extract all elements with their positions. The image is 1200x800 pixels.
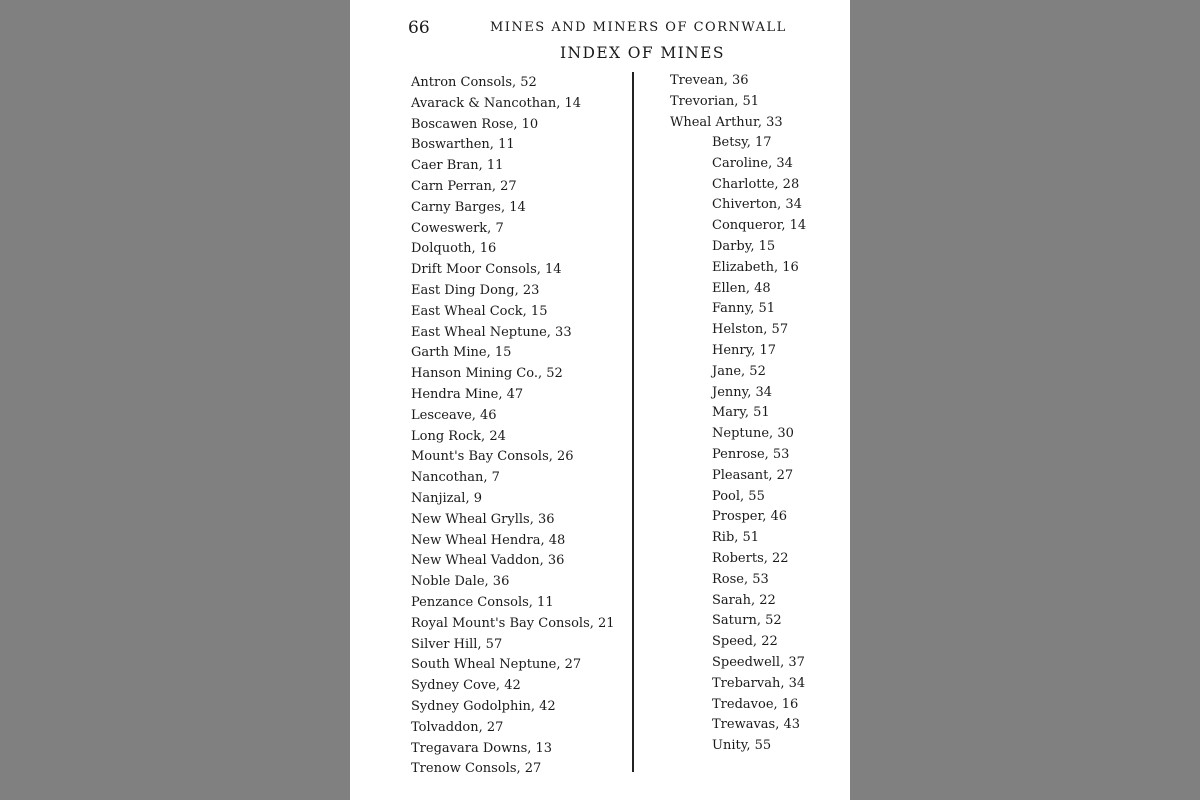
index-entry: Rib, 51 <box>712 530 760 546</box>
index-entry: Carn Perran, 27 <box>411 178 517 194</box>
index-entry: Boswarthen, 11 <box>411 137 515 153</box>
index-entry: Prosper, 46 <box>712 509 788 525</box>
index-entry: Trenow Consols, 27 <box>411 761 542 777</box>
index-entry: New Wheal Hendra, 48 <box>411 532 566 548</box>
index-entry: Drift Moor Consols, 14 <box>411 262 562 278</box>
index-entry: East Wheal Cock, 15 <box>411 303 548 319</box>
index-entry: Lesceave, 46 <box>411 407 497 423</box>
index-entry: Elizabeth, 16 <box>712 259 799 275</box>
index-entry: Pool, 55 <box>712 488 765 504</box>
index-entry: Conqueror, 14 <box>712 218 807 234</box>
index-entry: Hendra Mine, 47 <box>411 386 524 402</box>
index-entry: Saturn, 52 <box>712 613 782 629</box>
index-entry: Charlotte, 28 <box>712 176 800 192</box>
index-entry: Roberts, 22 <box>712 550 789 566</box>
index-entry: Tredavoe, 16 <box>712 696 799 712</box>
index-entry: Ellen, 48 <box>712 280 771 296</box>
index-entry: Pleasant, 27 <box>712 467 794 483</box>
index-entry: Fanny, 51 <box>712 301 776 317</box>
column-divider <box>632 72 634 772</box>
index-entry: Jenny, 34 <box>712 384 773 400</box>
index-entry: Penrose, 53 <box>712 446 790 462</box>
index-entry: Penzance Consols, 11 <box>411 594 554 610</box>
index-entry: Caer Bran, 11 <box>411 158 504 174</box>
index-column-left <box>411 73 615 780</box>
index-entry: Tregavara Downs, 13 <box>411 740 553 756</box>
index-entry: Henry, 17 <box>712 342 777 358</box>
index-entry: Antron Consols, 52 <box>411 75 537 90</box>
index-entry: Noble Dale, 36 <box>411 574 510 590</box>
index-entry: East Ding Dong, 23 <box>411 282 540 298</box>
index-entry: South Wheal Neptune, 27 <box>411 657 582 673</box>
index-title: INDEX OF MINES <box>560 44 725 62</box>
index-entry: Trevean, 36 <box>670 73 749 88</box>
index-entry: Speed, 22 <box>712 634 778 650</box>
index-entry: Garth Mine, 15 <box>411 345 512 361</box>
index-entry: Boscawen Rose, 10 <box>411 116 539 132</box>
index-entry: Dolquoth, 16 <box>411 241 497 257</box>
index-entry: Avarack & Nancothan, 14 <box>411 95 582 111</box>
index-entry: Wheal Arthur, 33 <box>670 114 783 130</box>
index-entry: Carny Barges, 14 <box>411 199 526 215</box>
index-entry: Speedwell, 37 <box>712 654 805 670</box>
index-entry: Mount's Bay Consols, 26 <box>411 449 574 465</box>
index-entry: Betsy, 17 <box>712 135 772 150</box>
index-entry: Hanson Mining Co., 52 <box>411 366 563 382</box>
index-subentries <box>712 133 806 757</box>
index-entry: Sydney Godolphin, 42 <box>411 698 556 714</box>
page-number: 66 <box>408 18 430 38</box>
index-entry: Coweswerk, 7 <box>411 220 504 236</box>
index-column-right <box>670 71 783 133</box>
index-entry: Nancothan, 7 <box>411 470 500 486</box>
index-entry: Helston, 57 <box>712 322 789 338</box>
index-entry: Unity, 55 <box>712 738 772 754</box>
index-entry: Chiverton, 34 <box>712 197 802 213</box>
index-entry: East Wheal Neptune, 33 <box>411 324 572 340</box>
book-page <box>350 0 850 800</box>
index-entry: Mary, 51 <box>712 405 770 421</box>
index-entry: Silver Hill, 57 <box>411 636 503 652</box>
index-entry: Neptune, 30 <box>712 426 794 442</box>
index-entry: Tolvaddon, 27 <box>411 719 504 735</box>
index-entry: Trevorian, 51 <box>670 93 760 109</box>
index-entry: Trebarvah, 34 <box>712 675 806 691</box>
index-entry: Long Rock, 24 <box>411 428 506 444</box>
index-entry: Trewavas, 43 <box>712 717 801 733</box>
index-entry: Darby, 15 <box>712 238 776 254</box>
index-entry: New Wheal Grylls, 36 <box>411 511 555 527</box>
index-entry: Sydney Cove, 42 <box>411 678 521 694</box>
index-entry: Royal Mount's Bay Consols, 21 <box>411 615 615 631</box>
running-head: MINES AND MINERS OF CORNWALL <box>490 20 787 35</box>
index-entry: Rose, 53 <box>712 571 769 587</box>
index-entry: Nanjizal, 9 <box>411 490 482 506</box>
index-entry: Caroline, 34 <box>712 155 793 171</box>
index-entry: New Wheal Vaddon, 36 <box>411 553 565 569</box>
index-entry: Jane, 52 <box>712 363 766 379</box>
index-entry: Sarah, 22 <box>712 592 776 608</box>
